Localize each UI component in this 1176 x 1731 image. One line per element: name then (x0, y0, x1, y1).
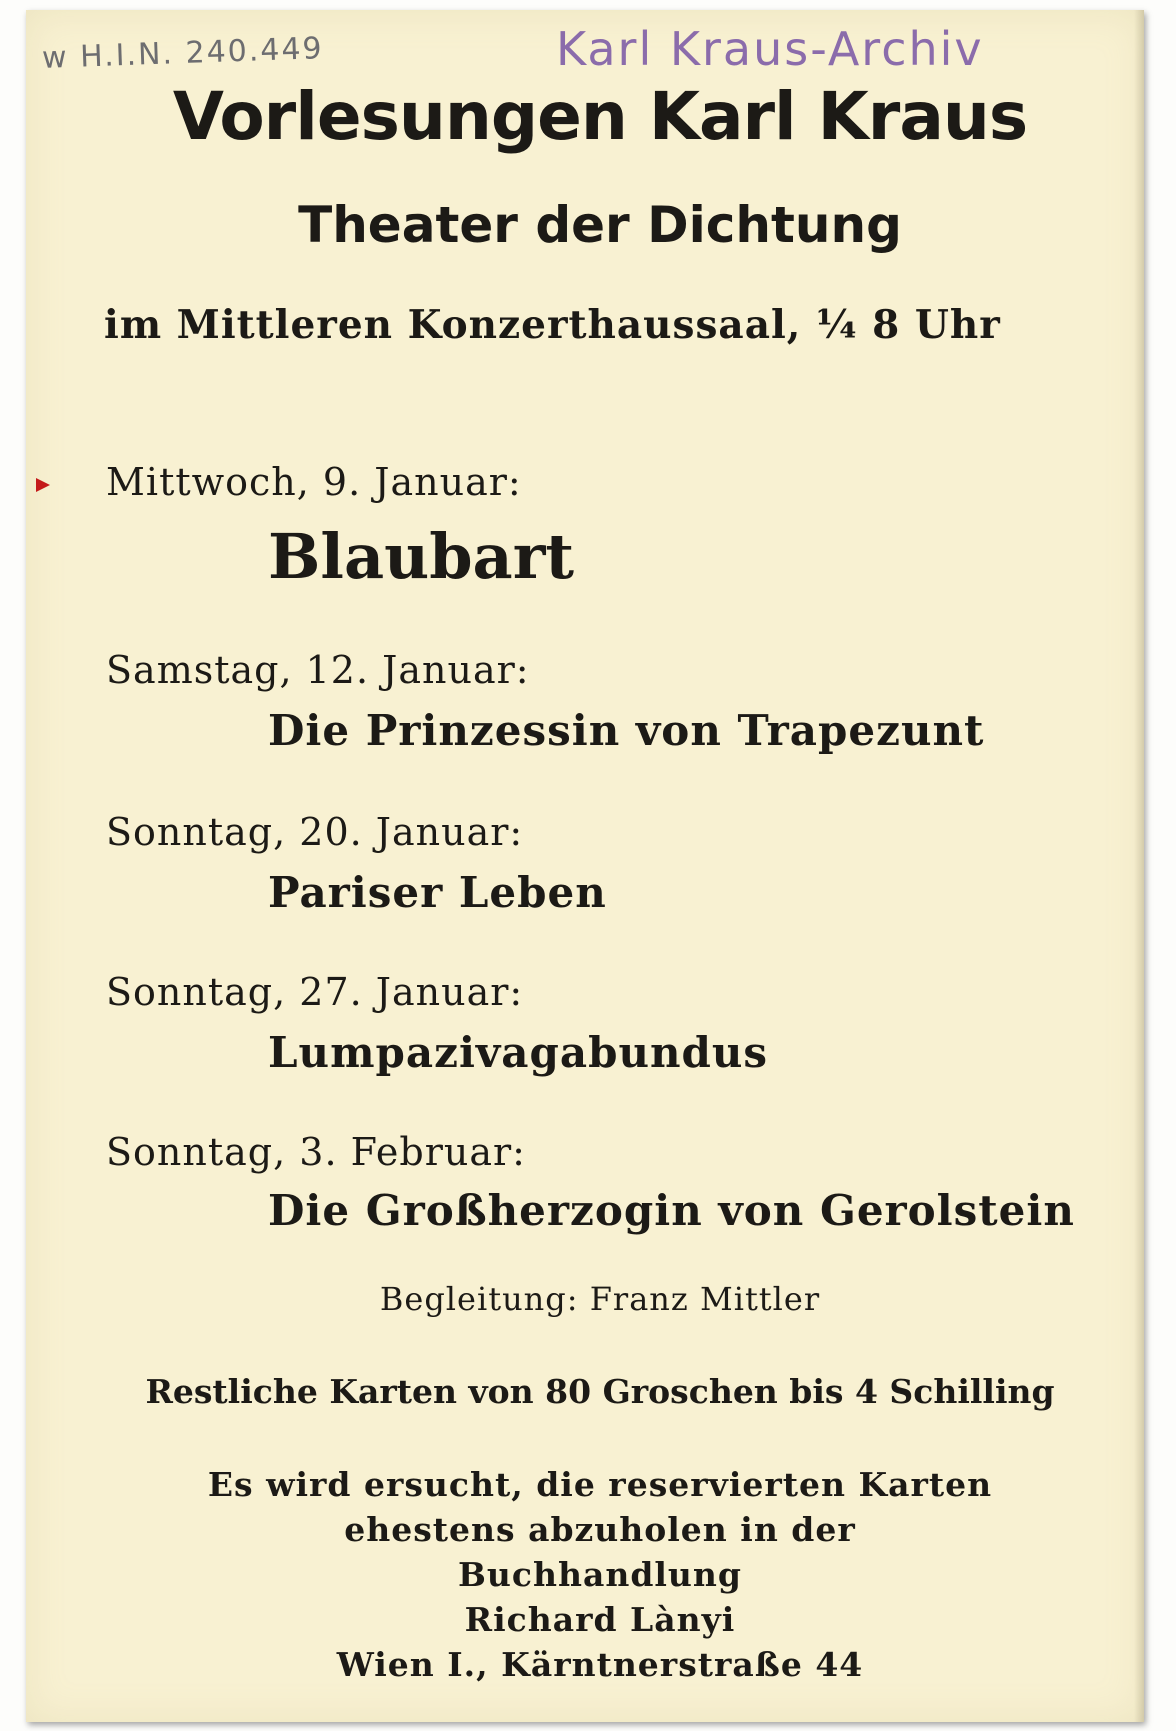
notice-line-4: Richard Lànyi (464, 1600, 736, 1639)
pickup-notice (26, 1462, 1144, 1687)
ticket-prices: Restliche Karten von 80 Groschen bis 4 Schilling (145, 1372, 1055, 1411)
event-title-2: Die Prinzessin von Trapezunt (268, 706, 985, 755)
archive-shelfmark: w H.I.N. 240.449 (41, 31, 325, 76)
event-title-1: Blaubart (268, 520, 575, 593)
event-title-5: Die Großherzogin von Gerolstein (268, 1186, 1075, 1235)
event-date-1: Mittwoch, 9. Januar: (106, 460, 522, 504)
event-date-5: Sonntag, 3. Februar: (106, 1130, 526, 1174)
page-subtitle: Theater der Dichtung (298, 196, 902, 254)
notice-line-3: Buchhandlung (457, 1555, 742, 1594)
accompaniment-line: Begleitung: Franz Mittler (379, 1280, 821, 1318)
venue-line: im Mittleren Konzerthaussaal, ¼ 8 Uhr (104, 302, 1001, 348)
notice-line-5: Wien I., Kärntnerstraße 44 (336, 1645, 864, 1684)
document-page (26, 10, 1144, 1722)
event-title-3: Pariser Leben (268, 868, 607, 917)
event-title-4: Lumpazivagabundus (268, 1028, 769, 1077)
event-date-4: Sonntag, 27. Januar: (106, 970, 524, 1014)
red-marker-icon (36, 478, 50, 492)
event-date-2: Samstag, 12. Januar: (106, 648, 530, 692)
archive-stamp: Karl Kraus-Archiv (556, 22, 984, 76)
notice-line-1: Es wird ersucht, die reservierten Karten (207, 1465, 993, 1504)
notice-line-2: ehestens abzuholen in der (344, 1510, 856, 1549)
event-date-3: Sonntag, 20. Januar: (106, 810, 524, 854)
page-title: Vorlesungen Karl Kraus (172, 78, 1028, 155)
